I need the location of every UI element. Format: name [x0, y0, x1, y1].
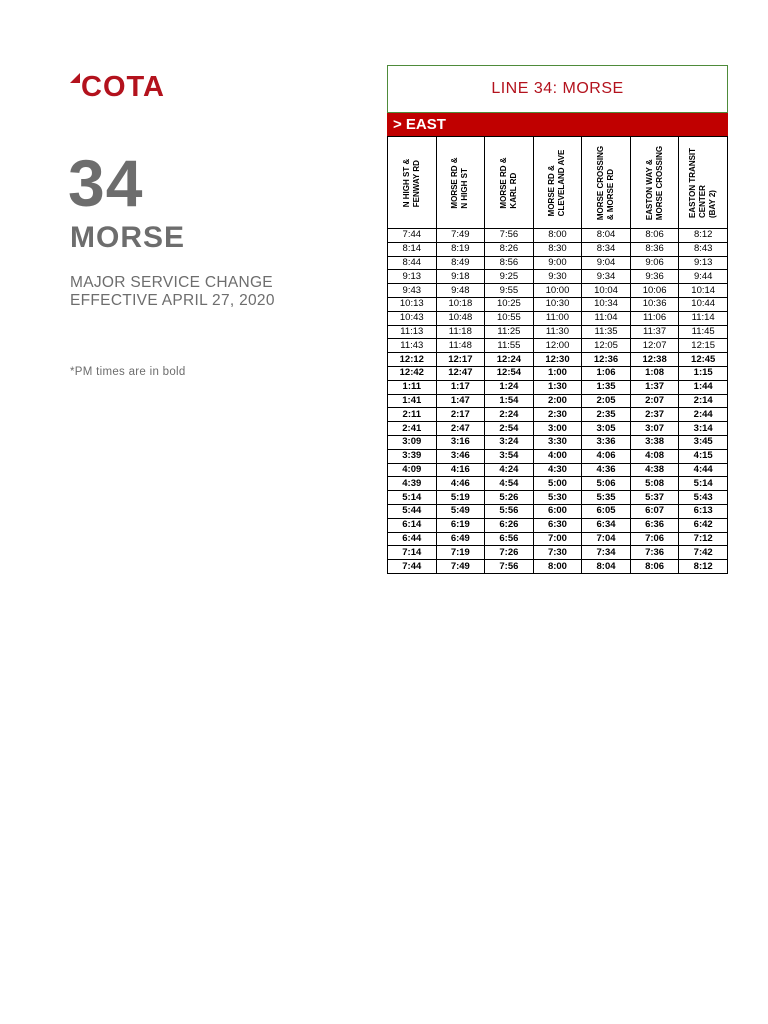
- departure-time: 7:44: [388, 560, 437, 574]
- trip-row: [388, 311, 728, 325]
- departure-time: 7:06: [630, 532, 679, 546]
- trip-row: [388, 435, 728, 449]
- departure-time: 7:26: [485, 546, 534, 560]
- stop-name-line: & MORSE RD: [606, 168, 616, 220]
- departure-time: 8:44: [388, 256, 437, 270]
- departure-time: 8:49: [436, 256, 485, 270]
- departure-time: 12:36: [582, 353, 631, 367]
- stop-header: [436, 137, 485, 229]
- schedule-table: [387, 136, 728, 574]
- trip-row: [388, 408, 728, 422]
- departure-time: 3:36: [582, 435, 631, 449]
- departure-time: 12:24: [485, 353, 534, 367]
- stop-header: [679, 137, 728, 229]
- departure-time: 12:07: [630, 339, 679, 353]
- trip-row: [388, 394, 728, 408]
- stop-name-line: MORSE RD &: [547, 164, 557, 216]
- stop-name-line: N HIGH ST &: [401, 158, 411, 207]
- departure-time: 3:38: [630, 435, 679, 449]
- stop-header: [388, 137, 437, 229]
- departure-time: 8:34: [582, 242, 631, 256]
- trip-row: [388, 366, 728, 380]
- departure-time: 7:00: [533, 532, 582, 546]
- pm-footnote: *PM times are in bold: [70, 366, 186, 378]
- departure-time: 1:47: [436, 394, 485, 408]
- departure-time: 7:30: [533, 546, 582, 560]
- departure-time: 4:39: [388, 477, 437, 491]
- trip-row: [388, 229, 728, 243]
- departure-time: 6:36: [630, 518, 679, 532]
- departure-time: 9:04: [582, 256, 631, 270]
- departure-time: 6:07: [630, 504, 679, 518]
- departure-time: 5:06: [582, 477, 631, 491]
- departure-time: 11:18: [436, 325, 485, 339]
- departure-time: 9:18: [436, 270, 485, 284]
- departure-time: 5:14: [679, 477, 728, 491]
- departure-time: 11:37: [630, 325, 679, 339]
- logo-text: COTA: [81, 71, 166, 103]
- stop-header: [485, 137, 534, 229]
- departure-time: 9:13: [679, 256, 728, 270]
- departure-time: 4:54: [485, 477, 534, 491]
- direction-header: > EAST: [387, 113, 728, 136]
- stop-name-line: MORSE RD &: [450, 156, 460, 209]
- notice-line: MAJOR SERVICE CHANGE: [70, 274, 273, 291]
- departure-time: 9:34: [582, 270, 631, 284]
- departure-time: 5:49: [436, 504, 485, 518]
- departure-time: 9:36: [630, 270, 679, 284]
- departure-time: 3:39: [388, 449, 437, 463]
- trip-row: [388, 491, 728, 505]
- departure-time: 11:45: [679, 325, 728, 339]
- departure-time: 2:00: [533, 394, 582, 408]
- stop-name: [547, 149, 567, 216]
- departure-time: 12:17: [436, 353, 485, 367]
- departure-time: 10:14: [679, 284, 728, 298]
- departure-time: 9:06: [630, 256, 679, 270]
- departure-time: 6:05: [582, 504, 631, 518]
- departure-time: 1:08: [630, 366, 679, 380]
- departure-time: 10:18: [436, 297, 485, 311]
- departure-time: 1:35: [582, 380, 631, 394]
- departure-time: 3:09: [388, 435, 437, 449]
- timetable-title: LINE 34: MORSE: [491, 80, 624, 97]
- departure-time: 5:26: [485, 491, 534, 505]
- departure-time: 9:25: [485, 270, 534, 284]
- stop-name: [688, 147, 718, 217]
- departure-time: 12:00: [533, 339, 582, 353]
- stop-name-line: (BAY 2): [708, 189, 718, 218]
- departure-time: 4:16: [436, 463, 485, 477]
- trip-row: [388, 546, 728, 560]
- departure-time: 2:30: [533, 408, 582, 422]
- departure-time: 2:17: [436, 408, 485, 422]
- trip-row: [388, 560, 728, 574]
- departure-time: 3:54: [485, 449, 534, 463]
- trip-row: [388, 325, 728, 339]
- departure-time: 11:35: [582, 325, 631, 339]
- departure-time: 1:30: [533, 380, 582, 394]
- departure-time: 2:11: [388, 408, 437, 422]
- departure-time: 8:04: [582, 229, 631, 243]
- stop-name-line: EASTON WAY &: [644, 158, 654, 220]
- cota-logo: [70, 72, 165, 102]
- departure-time: 8:19: [436, 242, 485, 256]
- departure-time: 2:24: [485, 408, 534, 422]
- departure-time: 11:13: [388, 325, 437, 339]
- departure-time: 12:12: [388, 353, 437, 367]
- departure-time: 8:43: [679, 242, 728, 256]
- departure-time: 5:37: [630, 491, 679, 505]
- departure-time: 5:35: [582, 491, 631, 505]
- departure-time: 4:24: [485, 463, 534, 477]
- departure-time: 2:35: [582, 408, 631, 422]
- departure-time: 11:43: [388, 339, 437, 353]
- departure-time: 5:56: [485, 504, 534, 518]
- trip-row: [388, 380, 728, 394]
- notice-line: EFFECTIVE APRIL 27, 2020: [70, 292, 275, 309]
- stop-name-line: MORSE RD &: [498, 156, 508, 209]
- departure-time: 1:06: [582, 366, 631, 380]
- stop-name-line: CENTER: [698, 184, 708, 218]
- departure-time: 7:56: [485, 229, 534, 243]
- schedule-body: [388, 229, 728, 574]
- departure-time: 12:42: [388, 366, 437, 380]
- timetable: [387, 65, 728, 574]
- stop-name: [450, 157, 470, 208]
- departure-time: 2:07: [630, 394, 679, 408]
- timetable-title-box: [387, 65, 728, 113]
- trip-row: [388, 297, 728, 311]
- departure-time: 9:00: [533, 256, 582, 270]
- stop-header-row: [388, 137, 728, 229]
- departure-time: 7:56: [485, 560, 534, 574]
- departure-time: 1:17: [436, 380, 485, 394]
- departure-time: 1:44: [679, 380, 728, 394]
- departure-time: 3:45: [679, 435, 728, 449]
- departure-time: 5:44: [388, 504, 437, 518]
- departure-time: 2:05: [582, 394, 631, 408]
- departure-time: 10:34: [582, 297, 631, 311]
- departure-time: 10:44: [679, 297, 728, 311]
- trip-row: [388, 353, 728, 367]
- departure-time: 10:00: [533, 284, 582, 298]
- departure-time: 6:30: [533, 518, 582, 532]
- stop-header: [582, 137, 631, 229]
- departure-time: 12:54: [485, 366, 534, 380]
- departure-time: 2:47: [436, 422, 485, 436]
- stop-name-line: MORSE CROSSING: [654, 145, 664, 220]
- departure-time: 11:30: [533, 325, 582, 339]
- departure-time: 7:49: [436, 560, 485, 574]
- departure-time: 3:14: [679, 422, 728, 436]
- departure-time: 11:48: [436, 339, 485, 353]
- trip-row: [388, 242, 728, 256]
- departure-time: 7:42: [679, 546, 728, 560]
- departure-time: 5:08: [630, 477, 679, 491]
- departure-time: 2:54: [485, 422, 534, 436]
- departure-time: 8:06: [630, 229, 679, 243]
- departure-time: 10:25: [485, 297, 534, 311]
- trip-row: [388, 449, 728, 463]
- departure-time: 8:04: [582, 560, 631, 574]
- departure-time: 5:00: [533, 477, 582, 491]
- departure-time: 3:30: [533, 435, 582, 449]
- route-name: MORSE: [70, 221, 186, 254]
- departure-time: 7:44: [388, 229, 437, 243]
- departure-time: 11:14: [679, 311, 728, 325]
- departure-time: 4:15: [679, 449, 728, 463]
- departure-time: 10:43: [388, 311, 437, 325]
- departure-time: 6:49: [436, 532, 485, 546]
- trip-row: [388, 532, 728, 546]
- departure-time: 12:47: [436, 366, 485, 380]
- departure-time: 4:06: [582, 449, 631, 463]
- departure-time: 8:12: [679, 229, 728, 243]
- service-change-notice: [70, 274, 275, 310]
- trip-row: [388, 256, 728, 270]
- departure-time: 8:30: [533, 242, 582, 256]
- departure-time: 4:44: [679, 463, 728, 477]
- departure-time: 6:42: [679, 518, 728, 532]
- trip-row: [388, 518, 728, 532]
- departure-time: 7:12: [679, 532, 728, 546]
- departure-time: 7:14: [388, 546, 437, 560]
- stop-name: [645, 145, 665, 219]
- departure-time: 7:19: [436, 546, 485, 560]
- departure-time: 4:00: [533, 449, 582, 463]
- stop-name-line: KARL RD: [508, 172, 518, 209]
- stop-name-line: MORSE CROSSING: [596, 145, 606, 220]
- departure-time: 3:07: [630, 422, 679, 436]
- departure-time: 4:36: [582, 463, 631, 477]
- departure-time: 8:26: [485, 242, 534, 256]
- departure-time: 12:05: [582, 339, 631, 353]
- trip-row: [388, 463, 728, 477]
- departure-time: 4:46: [436, 477, 485, 491]
- route-number: 34: [68, 146, 144, 220]
- departure-time: 8:56: [485, 256, 534, 270]
- stop-name: [499, 157, 519, 208]
- departure-time: 10:36: [630, 297, 679, 311]
- departure-time: 6:34: [582, 518, 631, 532]
- departure-time: 11:04: [582, 311, 631, 325]
- logo-accent-icon: [70, 73, 80, 83]
- departure-time: 8:00: [533, 229, 582, 243]
- departure-time: 11:25: [485, 325, 534, 339]
- departure-time: 7:34: [582, 546, 631, 560]
- stop-name: [402, 158, 422, 206]
- departure-time: 7:04: [582, 532, 631, 546]
- departure-time: 3:16: [436, 435, 485, 449]
- stop-name: [596, 145, 616, 219]
- departure-time: 2:14: [679, 394, 728, 408]
- departure-time: 11:55: [485, 339, 534, 353]
- departure-time: 7:49: [436, 229, 485, 243]
- departure-time: 5:43: [679, 491, 728, 505]
- stop-header: [533, 137, 582, 229]
- departure-time: 10:04: [582, 284, 631, 298]
- departure-time: 8:14: [388, 242, 437, 256]
- departure-time: 1:24: [485, 380, 534, 394]
- trip-row: [388, 422, 728, 436]
- departure-time: 12:45: [679, 353, 728, 367]
- departure-time: 10:06: [630, 284, 679, 298]
- departure-time: 4:09: [388, 463, 437, 477]
- departure-time: 11:00: [533, 311, 582, 325]
- trip-row: [388, 504, 728, 518]
- departure-time: 12:15: [679, 339, 728, 353]
- departure-time: 10:30: [533, 297, 582, 311]
- departure-time: 6:14: [388, 518, 437, 532]
- departure-time: 10:13: [388, 297, 437, 311]
- departure-time: 6:00: [533, 504, 582, 518]
- departure-time: 11:06: [630, 311, 679, 325]
- departure-time: 10:55: [485, 311, 534, 325]
- departure-time: 10:48: [436, 311, 485, 325]
- departure-time: 9:44: [679, 270, 728, 284]
- trip-row: [388, 284, 728, 298]
- departure-time: 4:08: [630, 449, 679, 463]
- departure-time: 9:13: [388, 270, 437, 284]
- departure-time: 5:19: [436, 491, 485, 505]
- departure-time: 9:55: [485, 284, 534, 298]
- departure-time: 9:48: [436, 284, 485, 298]
- departure-time: 1:15: [679, 366, 728, 380]
- departure-time: 12:38: [630, 353, 679, 367]
- departure-time: 12:30: [533, 353, 582, 367]
- departure-time: 9:30: [533, 270, 582, 284]
- stop-name-line: N HIGH ST: [460, 167, 470, 209]
- departure-time: 1:37: [630, 380, 679, 394]
- departure-time: 3:46: [436, 449, 485, 463]
- departure-time: 6:19: [436, 518, 485, 532]
- departure-time: 9:43: [388, 284, 437, 298]
- departure-time: 4:30: [533, 463, 582, 477]
- departure-time: 7:36: [630, 546, 679, 560]
- departure-time: 5:14: [388, 491, 437, 505]
- departure-time: 8:00: [533, 560, 582, 574]
- departure-time: 2:41: [388, 422, 437, 436]
- departure-time: 1:41: [388, 394, 437, 408]
- trip-row: [388, 270, 728, 284]
- stop-name-line: FENWAY RD: [411, 159, 421, 207]
- stop-name-line: CLEVELAND AVE: [557, 149, 567, 216]
- departure-time: 5:30: [533, 491, 582, 505]
- departure-time: 6:13: [679, 504, 728, 518]
- departure-time: 6:56: [485, 532, 534, 546]
- departure-time: 8:12: [679, 560, 728, 574]
- trip-row: [388, 477, 728, 491]
- departure-time: 3:05: [582, 422, 631, 436]
- departure-time: 2:44: [679, 408, 728, 422]
- departure-time: 6:44: [388, 532, 437, 546]
- departure-time: 8:36: [630, 242, 679, 256]
- departure-time: 2:37: [630, 408, 679, 422]
- departure-time: 1:00: [533, 366, 582, 380]
- departure-time: 3:24: [485, 435, 534, 449]
- departure-time: 4:38: [630, 463, 679, 477]
- trip-row: [388, 339, 728, 353]
- departure-time: 1:54: [485, 394, 534, 408]
- stop-header: [630, 137, 679, 229]
- departure-time: 8:06: [630, 560, 679, 574]
- departure-time: 6:26: [485, 518, 534, 532]
- departure-time: 1:11: [388, 380, 437, 394]
- departure-time: 3:00: [533, 422, 582, 436]
- stop-name-line: EASTON TRANSIT: [688, 147, 698, 218]
